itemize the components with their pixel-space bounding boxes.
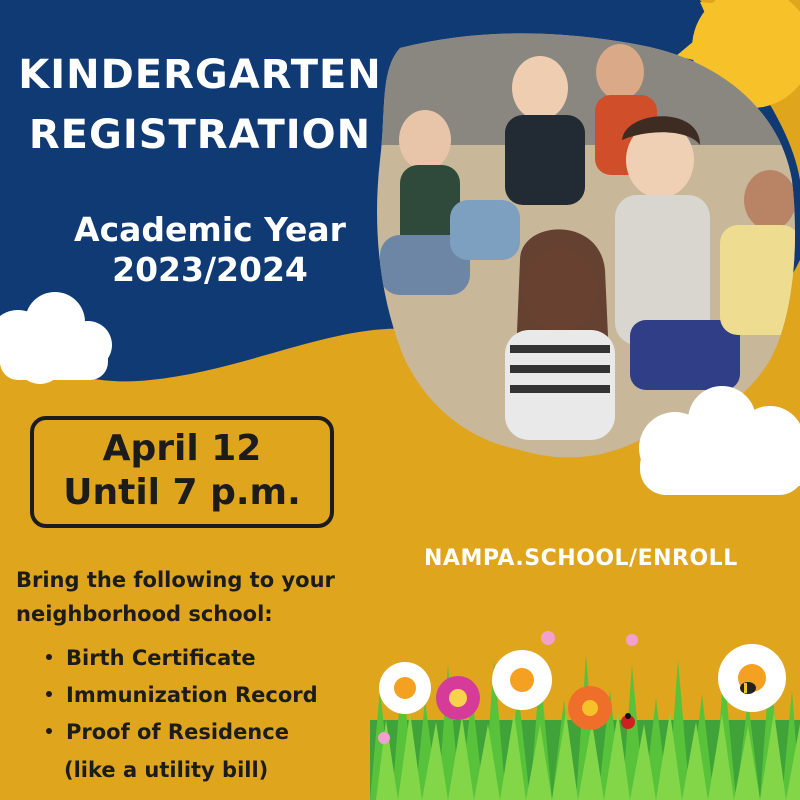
registration-deadline-time: Until 7 p.m. [63, 472, 301, 513]
requirement-note: (like a utility bill) [64, 758, 269, 782]
instructions-line-2: neighborhood school: [16, 602, 273, 626]
requirement-proof-of-residence: Proof of Residence [66, 720, 289, 744]
bullet-icon [46, 728, 52, 734]
academic-year-label: Academic Year [74, 210, 346, 249]
pink-flower-icon [436, 676, 480, 720]
bee-icon [740, 682, 756, 694]
daisy-flower-icon [379, 662, 431, 714]
daisy-flower-icon [718, 644, 786, 712]
title-line-2: REGISTRATION [28, 112, 372, 158]
requirement-immunization-record: Immunization Record [66, 683, 318, 707]
daisy-flower-icon [492, 650, 552, 710]
instructions-line-1: Bring the following to your [16, 568, 335, 592]
requirements-list [46, 640, 318, 751]
orange-flower-icon [568, 686, 612, 730]
requirement-birth-certificate: Birth Certificate [66, 646, 256, 670]
bullet-icon [46, 654, 52, 660]
academic-year-value: 2023/2024 [112, 250, 308, 289]
list-item [46, 640, 318, 677]
bullet-icon [46, 691, 52, 697]
list-item [46, 677, 318, 714]
registration-date: April 12 [102, 428, 262, 469]
title-line-1: KINDERGARTEN [18, 52, 382, 98]
grass-flowers-illustration [370, 631, 800, 800]
enroll-url[interactable]: NAMPA.SCHOOL/ENROLL [424, 546, 738, 571]
list-item [46, 714, 318, 751]
